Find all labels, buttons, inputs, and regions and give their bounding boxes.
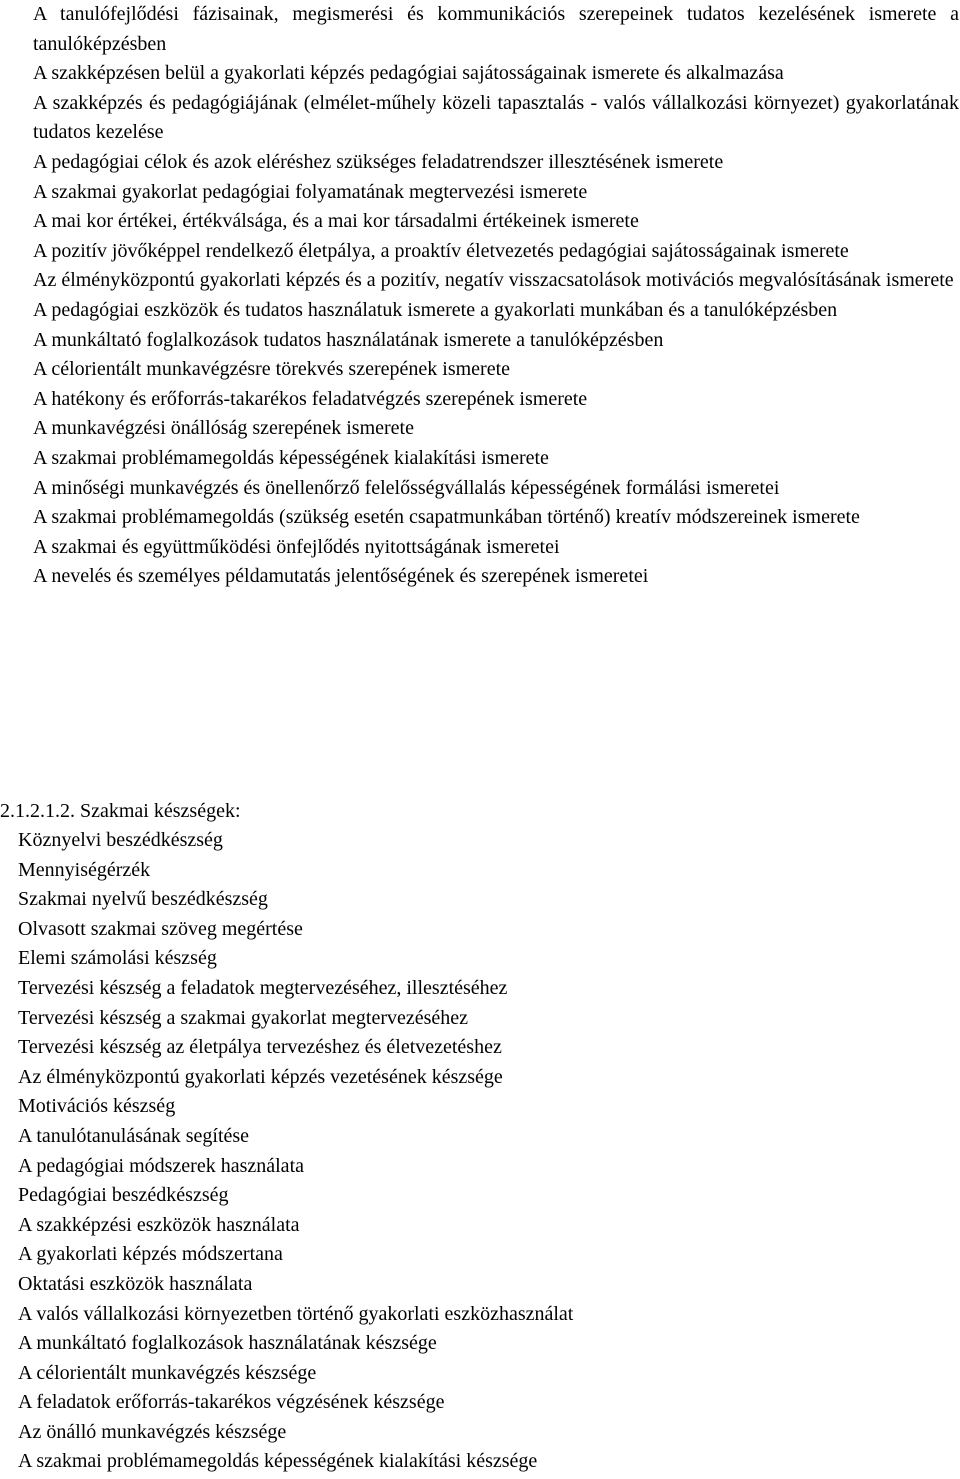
skill-item: A pedagógiai módszerek használata <box>18 1154 304 1177</box>
skill-item: A munkáltató foglalkozások használatának készsége <box>18 1332 437 1355</box>
skills-list <box>18 826 573 1477</box>
skill-item: A gyakorlati képzés módszertana <box>18 1243 283 1266</box>
knowledge-item: A szakképzés és pedagógiájának (elmélet-műhely közeli tapasztalás - valós vállalkozási környezet) gyakorlatának tudatos kezelése <box>33 91 959 144</box>
skill-item: Szakmai nyelvű beszédkészség <box>18 888 268 911</box>
knowledge-item: A munkavégzési önállóság szerepének ismerete <box>33 417 414 440</box>
knowledge-item: A minőségi munkavégzés és önellenőrző felelősségvállalás képességének formálási ismeretei <box>33 476 780 499</box>
knowledge-item: Az élményközpontú gyakorlati képzés és a pozitív, negatív visszacsatolások motivációs megvalósításának ismerete <box>33 269 954 292</box>
skill-item: Pedagógiai beszédkészség <box>18 1184 229 1207</box>
skill-item: Motivációs készség <box>18 1095 176 1118</box>
skill-item: Tervezési készség a feladatok megtervezéséhez, illesztéséhez <box>18 976 508 999</box>
skill-item: Az élményközpontú gyakorlati képzés vezetésének készsége <box>18 1065 503 1088</box>
knowledge-item: A tanulófejlődési fázisainak, megismerési és kommunikációs szerepeinek tudatos kezelésének ismerete a tanulóképzésben <box>33 3 959 55</box>
skill-item: A szakmai problémamegoldás képességének kialakítási készsége <box>18 1450 538 1473</box>
skill-item: Tervezési készség a szakmai gyakorlat megtervezéséhez <box>18 1006 469 1029</box>
knowledge-item: A szakmai problémamegoldás képességének kialakítási ismerete <box>33 446 549 469</box>
knowledge-item: A szakmai és együttműködési önfejlődés nyitottságának ismeretei <box>33 535 560 558</box>
knowledge-item: A szakmai problémamegoldás (szükség esetén csapatmunkában történő) kreatív módszereinek ismerete <box>33 506 860 529</box>
skill-item: A szakképzési eszközök használata <box>18 1213 300 1236</box>
knowledge-item: A pedagógiai eszközök és tudatos használatuk ismerete a gyakorlati munkában és a tanulóképzésben <box>33 298 838 321</box>
skills-heading: 2.1.2.1.2. Szakmai készségek: <box>0 800 241 822</box>
skill-item: Olvasott szakmai szöveg megértése <box>18 917 303 940</box>
knowledge-list <box>33 0 959 592</box>
skill-item: A feladatok erőforrás-takarékos végzésének készsége <box>18 1391 445 1414</box>
skill-item: Tervezési készség az életpálya tervezéshez és életvezetéshez <box>18 1036 502 1059</box>
skill-item: A tanulótanulásának segítése <box>18 1124 250 1147</box>
knowledge-item: A nevelés és személyes példamutatás jelentőségének és szerepének ismeretei <box>33 565 649 588</box>
knowledge-item: A pozitív jövőképpel rendelkező életpálya, a proaktív életvezetés pedagógiai sajátosságainak ismerete <box>33 239 849 262</box>
knowledge-item: A szakmai gyakorlat pedagógiai folyamatának megtervezési ismerete <box>33 180 588 203</box>
skill-item: Oktatási eszközök használata <box>18 1272 253 1295</box>
skill-item: Köznyelvi beszédkészség <box>18 829 223 851</box>
knowledge-item: A célorientált munkavégzésre törekvés szerepének ismerete <box>33 358 511 381</box>
skill-item: A célorientált munkavégzés készsége <box>18 1361 317 1384</box>
skill-item: A valós vállalkozási környezetben történő gyakorlati eszközhasználat <box>18 1302 574 1325</box>
skill-item: Az önálló munkavégzés készsége <box>18 1420 287 1443</box>
knowledge-item: A mai kor értékei, értékválsága, és a mai kor társadalmi értékeinek ismerete <box>33 210 639 233</box>
knowledge-item: A hatékony és erőforrás-takarékos feladatvégzés szerepének ismerete <box>33 387 588 410</box>
skill-item: Mennyiségérzék <box>18 858 151 881</box>
knowledge-item: A munkáltató foglalkozások tudatos használatának ismerete a tanulóképzésben <box>33 328 664 351</box>
knowledge-item: A pedagógiai célok és azok eléréshez szükséges feladatrendszer illesztésének ismerete <box>33 150 724 173</box>
knowledge-item: A szakképzésen belül a gyakorlati képzés pedagógiai sajátosságainak ismerete és alkalmazása <box>33 62 784 85</box>
skill-item: Elemi számolási készség <box>18 947 217 970</box>
